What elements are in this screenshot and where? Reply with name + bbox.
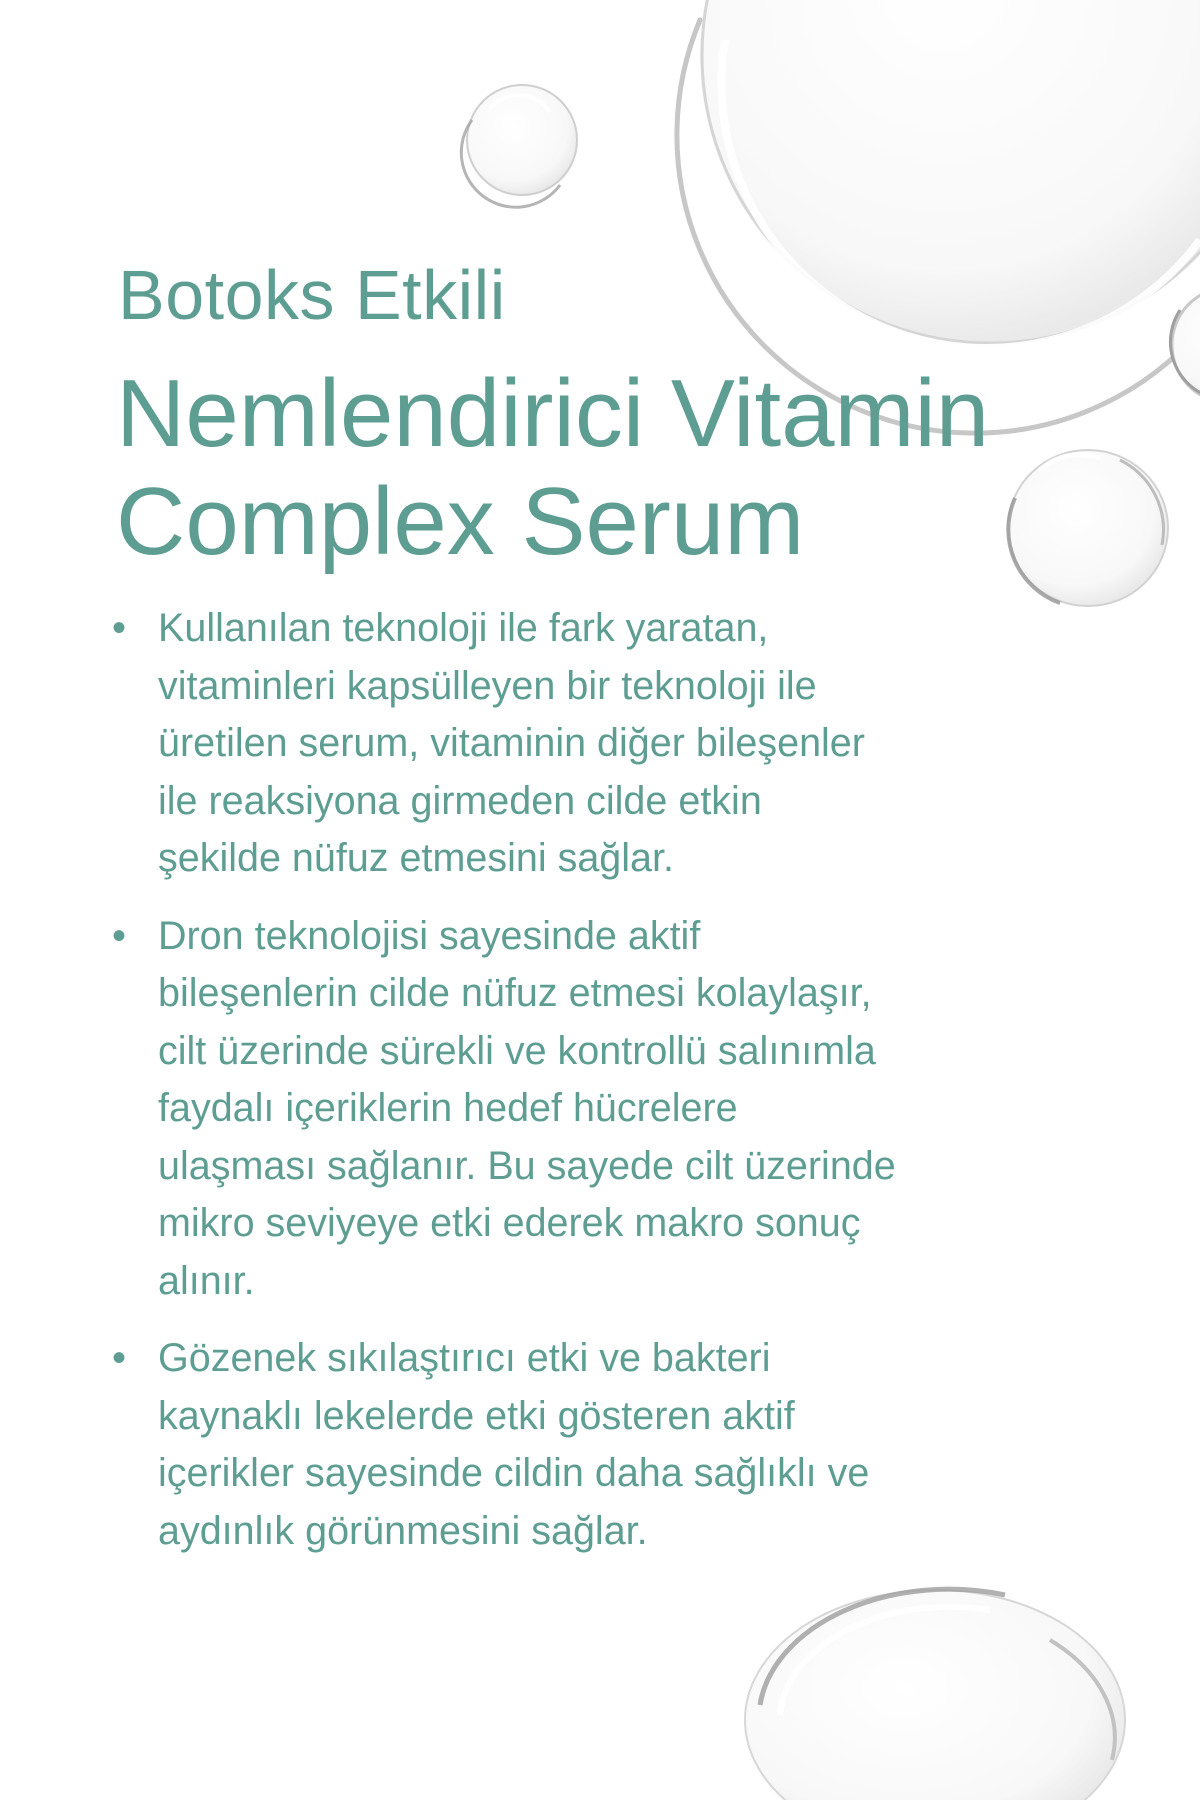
feature-item-1-line-3: üretilen serum, vitaminin diğer bileşenler [158,721,865,765]
droplet-medium-right [1008,450,1168,606]
feature-item-2-line-5: ulaşması sağlanır. Bu sayede cilt üzerinde [158,1143,896,1188]
droplet-small-top [461,85,577,207]
bullet-icon: • [112,1336,127,1380]
feature-item-1-line-1: Kullanılan teknoloji ile fark yaratan, [158,606,769,650]
feature-item-3 [110,1330,1010,1560]
product-title [116,360,989,576]
bullet-icon: • [112,606,127,650]
product-title-line-2: Complex Serum [116,468,805,575]
feature-item-3-line-2: kaynaklı lekelerde etki gösteren aktif [158,1393,795,1438]
feature-item-3-line-1: Gözenek sıkılaştırıcı etki ve bakteri [158,1336,771,1380]
feature-item-3-line-3: içerikler sayesinde cildin daha sağlıklı ve [158,1451,870,1495]
droplet-partial-right-edge [1170,287,1200,403]
feature-item-2-line-2: bileşenlerin cilde nüfuz etmesi kolaylaşır, [158,971,872,1015]
product-title-line-1: Nemlendirici Vitamin [116,360,990,467]
feature-item-2-line-1: Dron teknolojisi sayesinde aktif [158,913,701,958]
feature-list [110,600,1010,1580]
droplet-large-bottom [745,1589,1125,1800]
product-subtitle: Botoks Etkili [118,256,506,334]
feature-item-3-line-4: aydınlık görünmesini sağlar. [158,1508,648,1553]
feature-item-2-line-6: mikro seviyeye etki ederek makro sonuç [158,1201,861,1245]
feature-item-1-line-4: ile reaksiyona girmeden cilde etkin [158,778,762,823]
feature-item-1 [110,600,1010,888]
bullet-icon: • [112,913,127,958]
feature-item-1-line-2: vitaminleri kapsülleyen bir teknoloji ile [158,663,817,708]
feature-item-2-line-7: alınır. [158,1258,255,1303]
feature-item-2 [110,908,1010,1311]
feature-item-1-line-5: şekilde nüfuz etmesini sağlar. [158,836,674,880]
feature-item-2-line-3: cilt üzerinde sürekli ve kontrollü salınımla [158,1028,876,1073]
feature-item-2-line-4: faydalı içeriklerin hedef hücrelere [158,1086,738,1130]
